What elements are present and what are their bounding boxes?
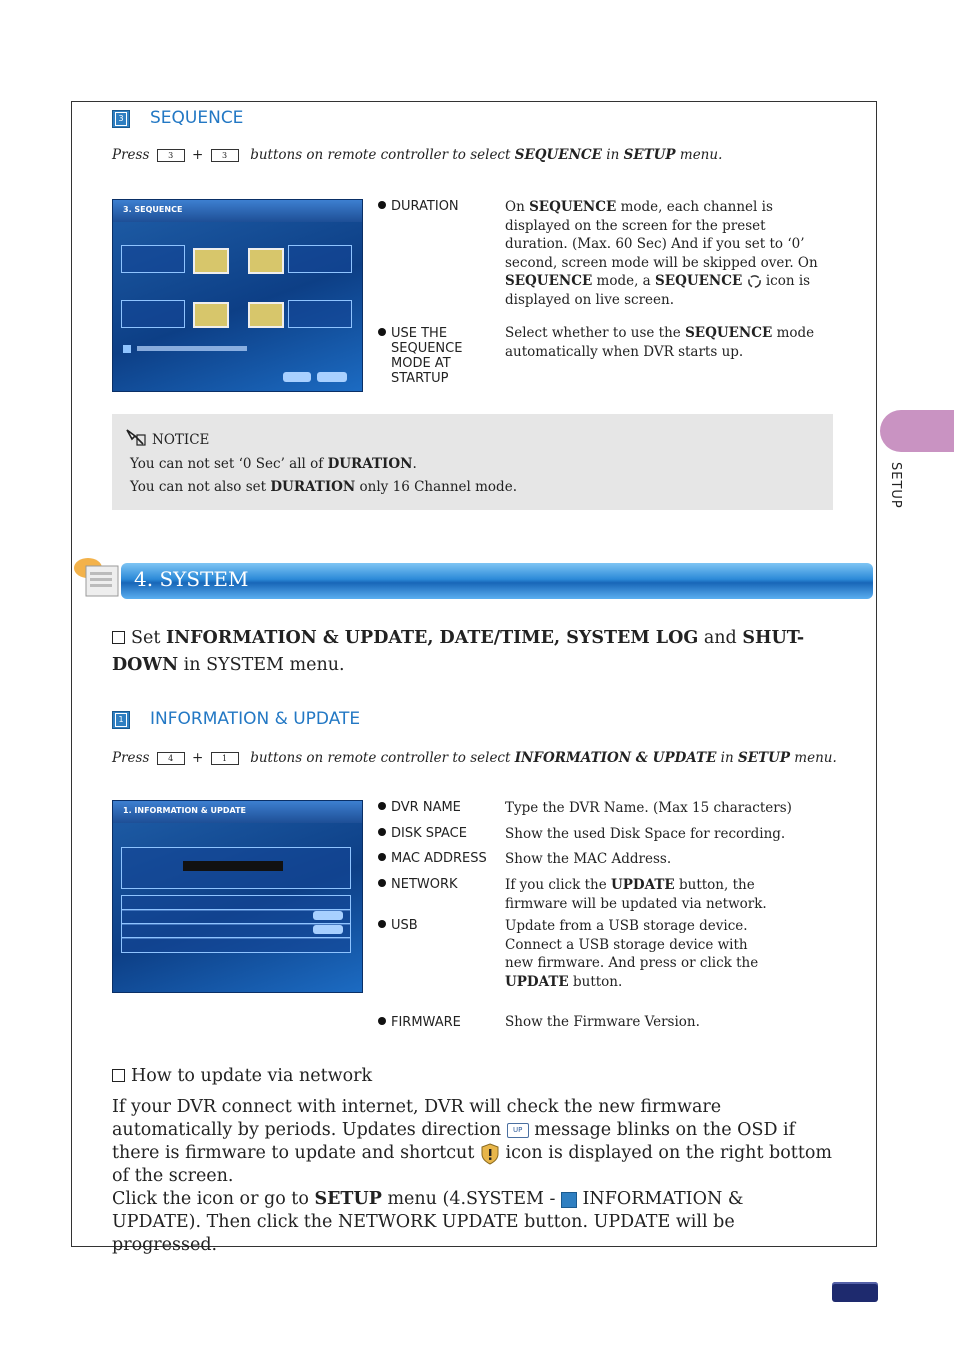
setup-side-label: SETUP <box>888 462 903 509</box>
remote-key: 3 <box>211 149 239 162</box>
notice-line-2: You can not also set DURATION only 16 Channel mode. <box>130 479 517 495</box>
sequence-menu-screenshot <box>112 199 363 392</box>
sequence-press-instruction: Press 3 + 3 buttons on remote controller to select SEQUENCE in SETUP menu. <box>112 147 723 163</box>
info-title: INFORMATION & UPDATE <box>150 709 361 729</box>
howto-paragraph-1: If your DVR connect with internet, DVR will check the new firmware automatically by periods. Updates direction UP message blinks on the OSD if there is firmware to update and shortcut icon is displayed on the right bottom of the screen. <box>112 1097 832 1186</box>
use-sequence-startup-description: Select whether to use the SEQUENCE mode automatically when DVR starts up. <box>505 325 815 360</box>
notice-title: NOTICE <box>152 432 210 448</box>
info-menu-screenshot <box>112 800 363 993</box>
firmware-description: Show the Firmware Version. <box>505 1014 700 1030</box>
dvr-name-label: DVR NAME <box>378 800 461 815</box>
sequence-icon <box>747 274 762 289</box>
page-number-box <box>832 1282 878 1302</box>
remote-key: 3 <box>157 149 185 162</box>
use-sequence-startup-label-cont: SEQUENCE MODE AT STARTUP <box>391 341 463 386</box>
remote-key: 4 <box>157 752 185 765</box>
info-section-icon: 1 <box>112 711 130 729</box>
disk-space-description: Show the used Disk Space for recording. <box>505 826 786 842</box>
system-book-icon <box>72 556 122 600</box>
usb-description: Update from a USB storage device. Connect a USB storage device with new firmware. And press or click the UPDATE button. <box>505 918 759 990</box>
info-press-instruction: Press 4 + 1 buttons on remote controller to select INFORMATION & UPDATE in SETUP menu. <box>112 750 837 766</box>
info-inline-icon <box>561 1192 577 1208</box>
use-sequence-startup-label: USE THE <box>378 326 447 341</box>
mac-address-label: MAC ADDRESS <box>378 851 487 866</box>
duration-label: DURATION <box>378 199 459 214</box>
firmware-label: FIRMWARE <box>378 1015 461 1030</box>
up-direction-icon: UP <box>507 1123 529 1138</box>
screenshot-title: 1. INFORMATION & UPDATE <box>123 806 246 815</box>
system-banner: 4. SYSTEM <box>121 563 873 599</box>
setup-tab[interactable] <box>880 410 954 452</box>
dvr-name-description: Type the DVR Name. (Max 15 characters) <box>505 800 792 816</box>
howto-paragraph-2: Click the icon or go to SETUP menu (4.SYSTEM - INFORMATION & UPDATE). Then click the NETWORK UPDATE button. UPDATE will be progressed. <box>112 1189 744 1255</box>
system-intro: Set INFORMATION & UPDATE, DATE/TIME, SYSTEM LOG and SHUT- DOWN in SYSTEM menu. <box>112 628 805 675</box>
sequence-title: SEQUENCE <box>150 108 244 128</box>
remote-key: 1 <box>211 752 239 765</box>
disk-space-label: DISK SPACE <box>378 826 467 841</box>
sequence-section-icon: 3 <box>112 110 130 128</box>
notice-box <box>112 414 833 510</box>
usb-label: USB <box>378 918 418 933</box>
duration-description: On SEQUENCE mode, each channel is displayed on the screen for the preset duration. (Max. 60 Sec) And if you set to ‘0’ second, screen mode will be skipped over. On SEQUENCE mode, a SEQUENCE icon is displayed on live screen. <box>505 199 818 308</box>
notice-line-1: You can not set ‘0 Sec’ all of DURATION. <box>130 456 417 472</box>
network-label: NETWORK <box>378 877 458 892</box>
mac-address-description: Show the MAC Address. <box>505 851 672 867</box>
notice-icon <box>125 426 147 446</box>
network-description: If you click the UPDATE button, the firmware will be updated via network. <box>505 877 767 912</box>
update-shortcut-icon <box>480 1143 500 1165</box>
howto-title: How to update via network <box>112 1065 372 1088</box>
screenshot-title: 3. SEQUENCE <box>123 205 183 214</box>
